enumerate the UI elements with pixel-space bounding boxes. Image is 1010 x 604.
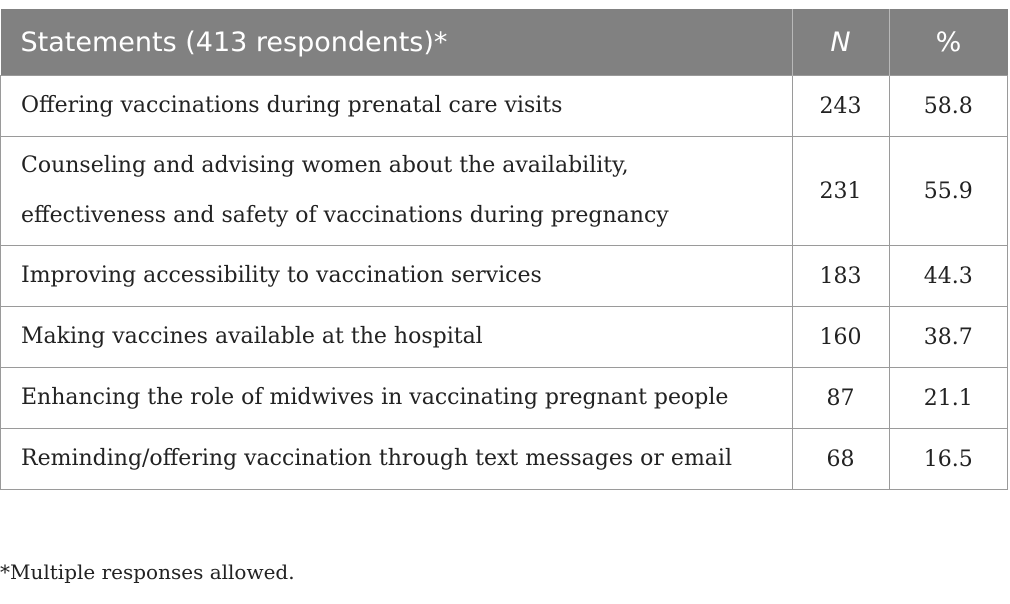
n-cell: 87 [792, 368, 889, 429]
percent-cell: 16.5 [889, 429, 1008, 490]
table-row [1, 307, 1008, 368]
n-cell: 160 [792, 307, 889, 368]
header-statements: Statements (413 respondents)* [1, 9, 793, 76]
n-cell: 231 [792, 137, 889, 246]
table-row [1, 429, 1008, 490]
table-row [1, 246, 1008, 307]
table-body [1, 76, 1008, 490]
percent-cell: 44.3 [889, 246, 1008, 307]
table-row [1, 368, 1008, 429]
statement-cell: Enhancing the role of midwives in vaccinating pregnant people [1, 368, 793, 429]
statement-cell: Reminding/offering vaccination through text messages or email [1, 429, 793, 490]
table-footnote: *Multiple responses allowed. [0, 560, 295, 584]
table-header [1, 9, 1008, 76]
results-table [0, 9, 1008, 490]
percent-cell: 55.9 [889, 137, 1008, 246]
n-cell: 243 [792, 76, 889, 137]
header-n: N [792, 9, 889, 76]
statement-cell: Offering vaccinations during prenatal care visits [1, 76, 793, 137]
n-cell: 68 [792, 429, 889, 490]
header-row [1, 9, 1008, 76]
statement-cell: Improving accessibility to vaccination services [1, 246, 793, 307]
percent-cell: 58.8 [889, 76, 1008, 137]
table-row [1, 76, 1008, 137]
percent-cell: 21.1 [889, 368, 1008, 429]
table-row [1, 137, 1008, 246]
statement-cell: Counseling and advising women about the availability, effectiveness and safety of vaccinations during pregnancy [1, 137, 793, 246]
header-percent: % [889, 9, 1008, 76]
statement-cell: Making vaccines available at the hospital [1, 307, 793, 368]
n-cell: 183 [792, 246, 889, 307]
percent-cell: 38.7 [889, 307, 1008, 368]
